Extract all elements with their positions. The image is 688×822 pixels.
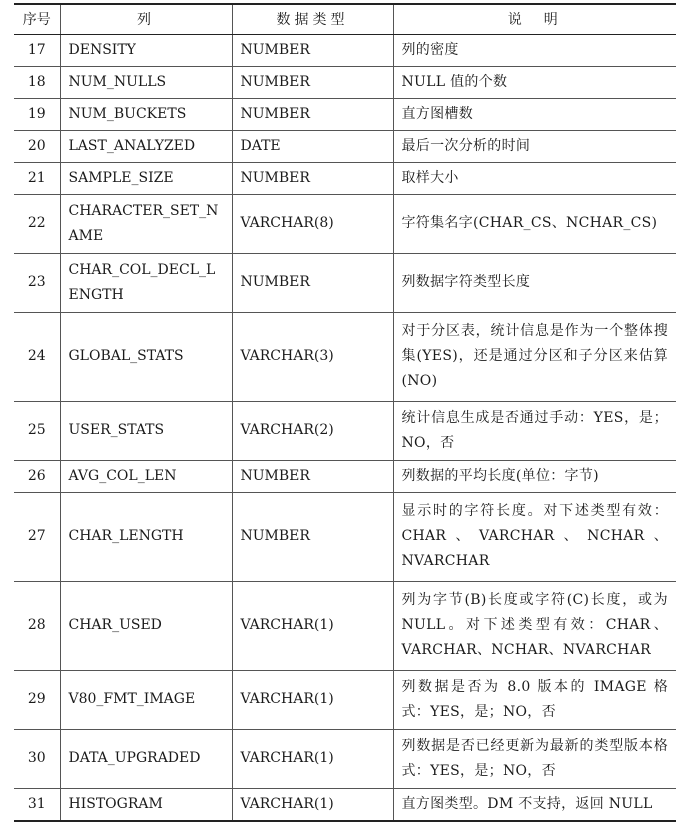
data-type-cell: NUMBER [232,34,393,66]
row-number-cell: 18 [14,66,60,98]
column-name-cell: DENSITY [60,34,232,66]
data-type-cell: VARCHAR(1) [232,729,393,788]
row-number-cell: 28 [14,581,60,670]
data-type-cell: VARCHAR(1) [232,581,393,670]
header-row [14,4,676,34]
description-cell: 最后一次分析的时间 [393,130,676,162]
column-name-cell: V80_FMT_IMAGE [60,670,232,729]
description-cell: 显示时的字符长度。对下述类型有效：CHAR、VARCHAR、NCHAR、NVARCHAR [393,492,676,581]
header-data-type: 数据类型 [232,4,393,34]
column-name-cell: NUM_BUCKETS [60,98,232,130]
column-name-cell: GLOBAL_STATS [60,312,232,401]
description-cell: 对于分区表，统计信息是作为一个整体搜集(YES)，还是通过分区和子分区来估算(NO) [393,312,676,401]
row-number-cell: 27 [14,492,60,581]
description-cell: 统计信息生成是否通过手动：YES，是；NO，否 [393,401,676,460]
column-name-cell: LAST_ANALYZED [60,130,232,162]
data-type-cell: NUMBER [232,253,393,312]
table-row [14,194,676,253]
row-number-cell: 24 [14,312,60,401]
data-type-cell: NUMBER [232,162,393,194]
description-cell: 取样大小 [393,162,676,194]
column-name-cell: CHAR_COL_DECL_LENGTH [60,253,232,312]
data-type-cell: NUMBER [232,66,393,98]
description-cell: 列的密度 [393,34,676,66]
row-number-cell: 20 [14,130,60,162]
table-row [14,253,676,312]
header-seq: 序号 [14,4,60,34]
description-cell: 直方图槽数 [393,98,676,130]
column-name-cell: CHAR_USED [60,581,232,670]
table-row [14,130,676,162]
table-row [14,670,676,729]
table-row [14,34,676,66]
table-row [14,98,676,130]
table-row [14,581,676,670]
table-header [14,4,676,34]
row-number-cell: 31 [14,788,60,821]
row-number-cell: 22 [14,194,60,253]
data-type-cell: VARCHAR(1) [232,670,393,729]
table-row [14,162,676,194]
header-column: 列 [60,4,232,34]
row-number-cell: 29 [14,670,60,729]
column-name-cell: NUM_NULLS [60,66,232,98]
table-row [14,460,676,492]
data-type-cell: NUMBER [232,492,393,581]
description-cell: 字符集名字(CHAR_CS、NCHAR_CS) [393,194,676,253]
column-name-cell: SAMPLE_SIZE [60,162,232,194]
row-number-cell: 19 [14,98,60,130]
table-row [14,66,676,98]
column-name-cell: HISTOGRAM [60,788,232,821]
row-number-cell: 21 [14,162,60,194]
data-type-cell: DATE [232,130,393,162]
table-body [14,34,676,821]
description-cell: 直方图类型。DM 不支持，返回 NULL [393,788,676,821]
column-stats-table [14,3,676,822]
data-type-cell: NUMBER [232,460,393,492]
data-type-cell: VARCHAR(8) [232,194,393,253]
table-row [14,788,676,821]
data-type-cell: NUMBER [232,98,393,130]
description-cell: 列数据字符类型长度 [393,253,676,312]
table-row [14,401,676,460]
table-row [14,729,676,788]
row-number-cell: 30 [14,729,60,788]
column-name-cell: AVG_COL_LEN [60,460,232,492]
column-name-cell: CHAR_LENGTH [60,492,232,581]
data-type-cell: VARCHAR(3) [232,312,393,401]
column-name-cell: CHARACTER_SET_NAME [60,194,232,253]
data-type-cell: VARCHAR(1) [232,788,393,821]
description-cell: NULL 值的个数 [393,66,676,98]
description-cell: 列为字节(B)长度或字符(C)长度，或为NULL。对下述类型有效：CHAR、VARCHAR、NCHAR、NVARCHAR [393,581,676,670]
table-row [14,492,676,581]
column-name-cell: DATA_UPGRADED [60,729,232,788]
row-number-cell: 23 [14,253,60,312]
description-cell: 列数据是否已经更新为最新的类型版本格式：YES，是；NO，否 [393,729,676,788]
description-cell: 列数据是否为 8.0 版本的 IMAGE 格式：YES，是；NO，否 [393,670,676,729]
row-number-cell: 17 [14,34,60,66]
header-description: 说 明 [393,4,676,34]
table-row [14,312,676,401]
row-number-cell: 26 [14,460,60,492]
data-type-cell: VARCHAR(2) [232,401,393,460]
row-number-cell: 25 [14,401,60,460]
description-cell: 列数据的平均长度(单位：字节) [393,460,676,492]
column-name-cell: USER_STATS [60,401,232,460]
